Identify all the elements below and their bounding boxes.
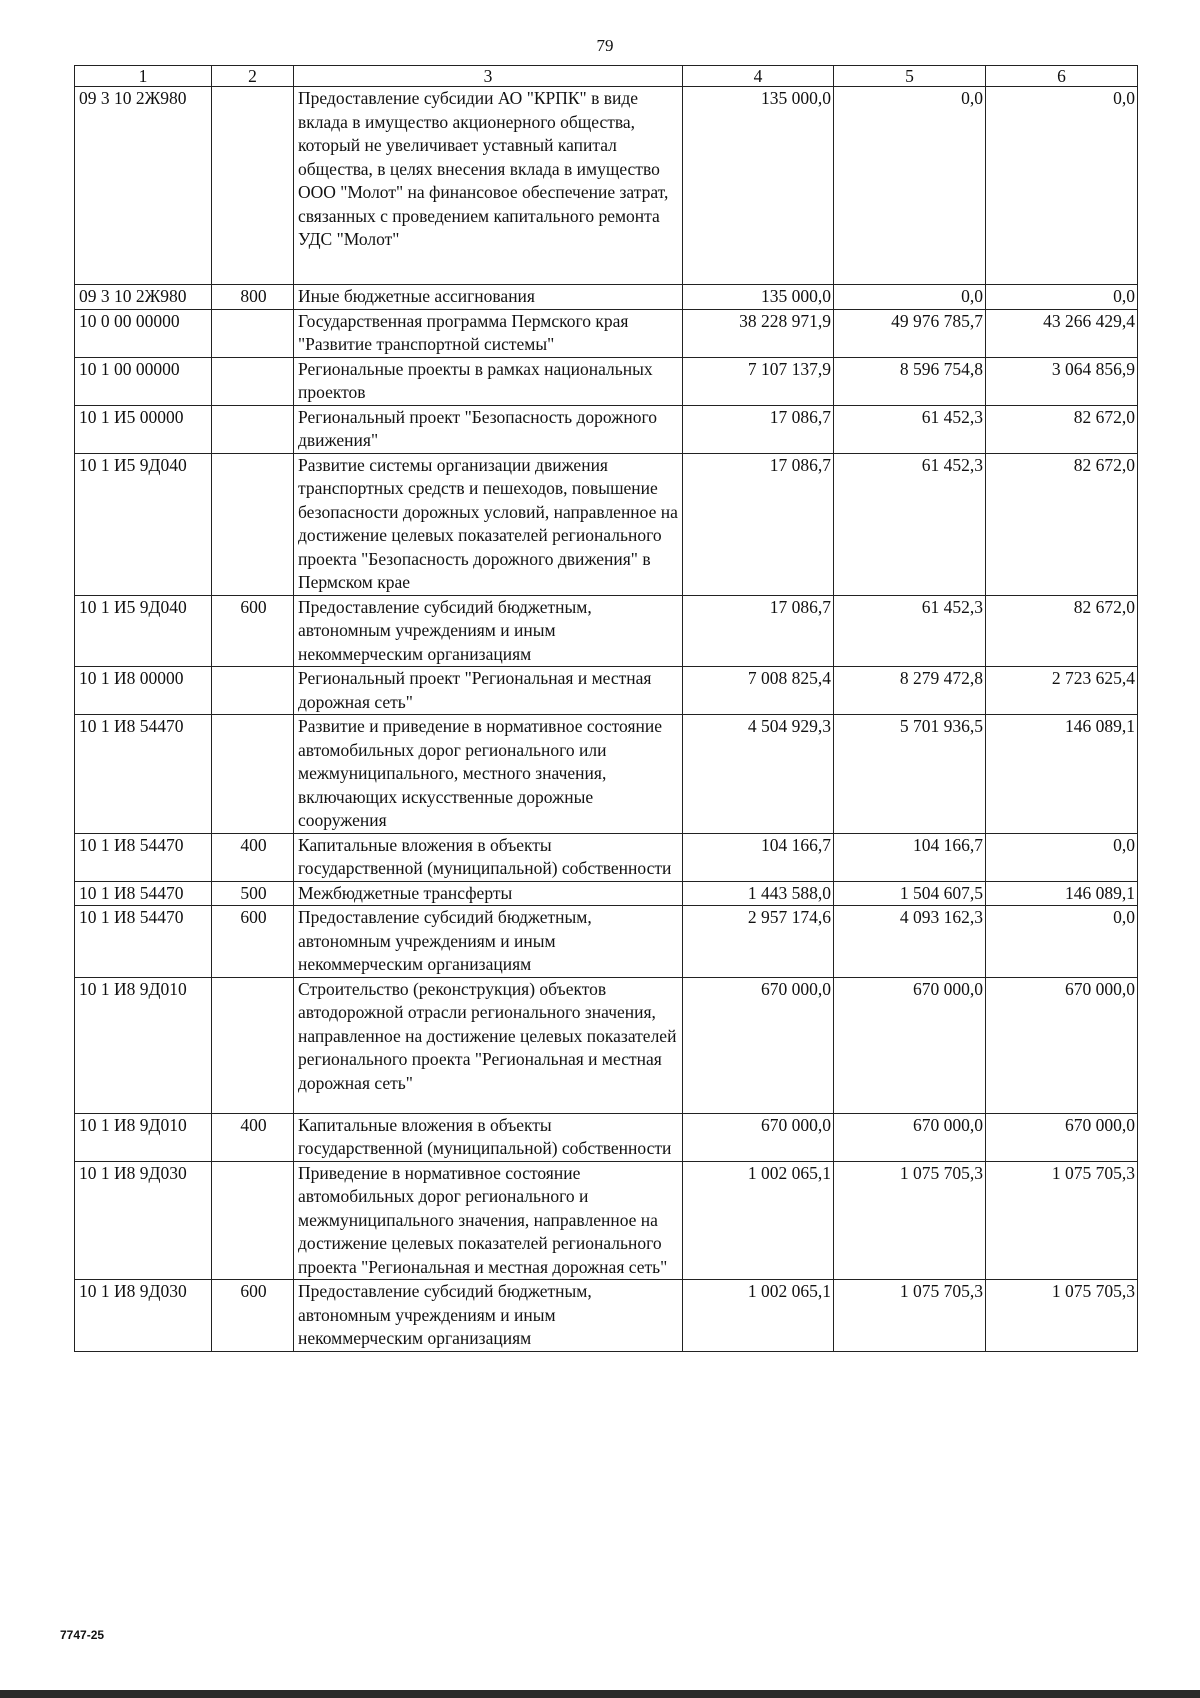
col-header-5: 5 [834,66,986,87]
row-value-col5: 1 075 705,3 [834,1161,986,1280]
row-code: 10 1 И8 9Д030 [75,1280,212,1352]
row-value-col5: 8 596 754,8 [834,357,986,405]
row-value-col6: 43 266 429,4 [986,309,1138,357]
row-value-col4: 135 000,0 [683,285,834,310]
row-expense-type [212,667,294,715]
table-row [75,906,1138,978]
table-row [75,1280,1138,1352]
row-expense-type [212,977,294,1113]
row-code: 10 1 И8 00000 [75,667,212,715]
row-expense-type [212,715,294,834]
table-row [75,715,1138,834]
row-description: Межбюджетные трансферты [294,881,683,906]
table-row [75,87,1138,285]
table-row [75,833,1138,881]
row-value-col6: 670 000,0 [986,977,1138,1113]
row-expense-type [212,1161,294,1280]
table-row [75,1113,1138,1161]
row-value-col6: 0,0 [986,285,1138,310]
row-expense-type: 800 [212,285,294,310]
row-code: 09 3 10 2Ж980 [75,285,212,310]
row-value-col4: 7 107 137,9 [683,357,834,405]
row-description: Предоставление субсидий бюджетным, автономным учреждениям и иным некоммерческим организациям [294,595,683,667]
row-value-col4: 4 504 929,3 [683,715,834,834]
row-value-col5: 4 093 162,3 [834,906,986,978]
row-expense-type: 600 [212,1280,294,1352]
row-value-col6: 0,0 [986,833,1138,881]
row-expense-type: 600 [212,595,294,667]
row-value-col6: 1 075 705,3 [986,1161,1138,1280]
row-value-col6: 0,0 [986,906,1138,978]
row-code: 10 1 И8 9Д030 [75,1161,212,1280]
row-description: Региональный проект "Региональная и местная дорожная сеть" [294,667,683,715]
row-expense-type [212,87,294,285]
row-value-col5: 61 452,3 [834,405,986,453]
page-number: 79 [596,36,614,55]
row-code: 10 1 И8 54470 [75,715,212,834]
row-description: Приведение в нормативное состояние автомобильных дорог регионального и межмуниципального значения, направленное на достижение целевых показателей регионального проекта "Региональная и местная дорожная сеть" [294,1161,683,1280]
row-value-col5: 5 701 936,5 [834,715,986,834]
row-value-col5: 1 504 607,5 [834,881,986,906]
row-description: Развитие и приведение в нормативное состояние автомобильных дорог регионального или межмуниципального, местного значения, включающих искусственные дорожные сооружения [294,715,683,834]
row-value-col4: 1 443 588,0 [683,881,834,906]
col-header-1: 1 [75,66,212,87]
row-value-col6: 3 064 856,9 [986,357,1138,405]
row-description: Иные бюджетные ассигнования [294,285,683,310]
row-expense-type [212,309,294,357]
row-code: 09 3 10 2Ж980 [75,87,212,285]
row-value-col5: 0,0 [834,285,986,310]
table-row [75,405,1138,453]
document-id: 7747-25 [60,1628,105,1642]
row-value-col6: 146 089,1 [986,715,1138,834]
row-value-col5: 61 452,3 [834,595,986,667]
table-header-row [75,66,1138,87]
budget-table [74,65,1138,1352]
row-value-col6: 670 000,0 [986,1113,1138,1161]
row-value-col4: 670 000,0 [683,1113,834,1161]
row-description: Предоставление субсидий бюджетным, автономным учреждениям и иным некоммерческим организациям [294,906,683,978]
row-code: 10 1 И5 00000 [75,405,212,453]
row-expense-type [212,357,294,405]
row-expense-type: 400 [212,833,294,881]
row-value-col4: 1 002 065,1 [683,1161,834,1280]
row-value-col5: 0,0 [834,87,986,285]
row-value-col4: 17 086,7 [683,405,834,453]
table-row [75,667,1138,715]
row-value-col6: 0,0 [986,87,1138,285]
row-value-col6: 82 672,0 [986,405,1138,453]
row-code: 10 1 И5 9Д040 [75,595,212,667]
row-description: Государственная программа Пермского края "Развитие транспортной системы" [294,309,683,357]
row-description: Строительство (реконструкция) объектов автодорожной отрасли регионального значения, направленное на достижение целевых показателей регионального проекта "Региональная и местная дорожная сеть" [294,977,683,1113]
row-value-col5: 104 166,7 [834,833,986,881]
row-code: 10 0 00 00000 [75,309,212,357]
row-code: 10 1 И8 9Д010 [75,977,212,1113]
row-expense-type: 600 [212,906,294,978]
row-expense-type [212,405,294,453]
row-code: 10 1 И8 54470 [75,833,212,881]
row-value-col6: 82 672,0 [986,595,1138,667]
row-value-col4: 17 086,7 [683,453,834,595]
row-description: Развитие системы организации движения транспортных средств и пешеходов, повышение безопасности дорожных условий, направленное на достижение целевых показателей регионального проекта "Безопасность дорожного движения" в Пермском крае [294,453,683,595]
row-code: 10 1 И8 54470 [75,881,212,906]
row-value-col4: 17 086,7 [683,595,834,667]
table-row [75,285,1138,310]
col-header-3: 3 [294,66,683,87]
row-code: 10 1 И8 9Д010 [75,1113,212,1161]
row-description: Региональные проекты в рамках национальных проектов [294,357,683,405]
row-value-col4: 1 002 065,1 [683,1280,834,1352]
table-row [75,309,1138,357]
row-value-col6: 146 089,1 [986,881,1138,906]
table-row [75,977,1138,1113]
row-description: Капитальные вложения в объекты государственной (муниципальной) собственности [294,833,683,881]
row-description: Капитальные вложения в объекты государственной (муниципальной) собственности [294,1113,683,1161]
col-header-6: 6 [986,66,1138,87]
scan-bottom-edge [0,1690,1200,1698]
row-code: 10 1 И5 9Д040 [75,453,212,595]
row-value-col5: 670 000,0 [834,977,986,1113]
table-row [75,453,1138,595]
row-value-col4: 38 228 971,9 [683,309,834,357]
row-expense-type: 400 [212,1113,294,1161]
row-value-col6: 2 723 625,4 [986,667,1138,715]
row-value-col5: 8 279 472,8 [834,667,986,715]
row-value-col4: 104 166,7 [683,833,834,881]
row-value-col5: 61 452,3 [834,453,986,595]
row-description: Предоставление субсидии АО "КРПК" в виде вклада в имущество акционерного общества, который не увеличивает уставный капитал общества, в целях внесения вклада в имущество ООО "Молот" на финансовое обеспечение затрат, связанных с проведением капитального ремонта УДС "Молот" [294,87,683,285]
row-description: Региональный проект "Безопасность дорожного движения" [294,405,683,453]
row-value-col5: 49 976 785,7 [834,309,986,357]
row-code: 10 1 00 00000 [75,357,212,405]
table-row [75,357,1138,405]
row-value-col4: 7 008 825,4 [683,667,834,715]
table-row [75,595,1138,667]
row-expense-type [212,453,294,595]
row-value-col5: 670 000,0 [834,1113,986,1161]
table-row [75,1161,1138,1280]
row-description: Предоставление субсидий бюджетным, автономным учреждениям и иным некоммерческим организациям [294,1280,683,1352]
row-value-col6: 1 075 705,3 [986,1280,1138,1352]
row-value-col4: 670 000,0 [683,977,834,1113]
row-code: 10 1 И8 54470 [75,906,212,978]
row-value-col6: 82 672,0 [986,453,1138,595]
table-row [75,881,1138,906]
row-value-col4: 135 000,0 [683,87,834,285]
row-value-col5: 1 075 705,3 [834,1280,986,1352]
row-expense-type: 500 [212,881,294,906]
col-header-2: 2 [212,66,294,87]
row-value-col4: 2 957 174,6 [683,906,834,978]
col-header-4: 4 [683,66,834,87]
